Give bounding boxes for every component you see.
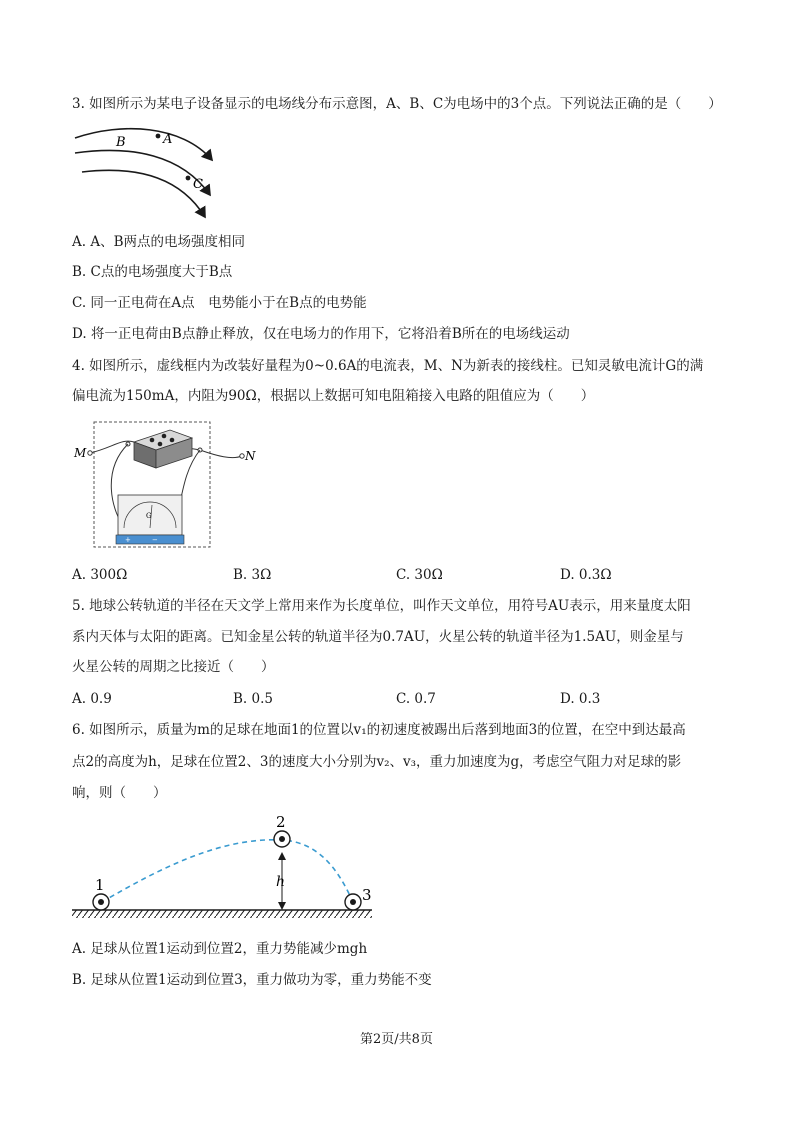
q3-option-a: A. A、B两点的电场强度相同 — [72, 234, 246, 250]
q3-option-d: D. 将一正电荷由B点静止释放，仅在电场力的作用下，它将沿着B所在的电场线运动 — [72, 326, 570, 342]
label-a: A — [163, 132, 173, 147]
q4-option-a: A. 300Ω — [72, 567, 128, 583]
q5-option-b: B. 0.5 — [233, 691, 273, 707]
page-number-footer: 第2页/共8页 — [360, 1032, 433, 1047]
q5-option-a: A. 0.9 — [72, 691, 112, 707]
q3-option-c: C. 同一正电荷在A点 电势能小于在B点的电势能 — [72, 295, 367, 311]
q4-option-c: C. 30Ω — [396, 567, 443, 583]
q3-stem: 3. 如图所示为某电子设备显示的电场线分布示意图，A、B、C为电场中的3个点。下列说法正确的是（ ） — [72, 96, 722, 112]
q4-option-d: D. 0.3Ω — [560, 567, 612, 583]
q4-stem-line2: 偏电流为150mA，内阻为90Ω，根据以上数据可知电阻箱接入电路的阻值应为（ ） — [72, 388, 595, 404]
minus-terminal: − — [152, 536, 158, 544]
q6-option-a: A. 足球从位置1运动到位置2，重力势能减少mgh — [72, 941, 368, 957]
q5-option-c: C. 0.7 — [396, 691, 436, 707]
position-3-label: 3 — [362, 886, 372, 904]
ball-position-2 — [274, 831, 290, 847]
plus-terminal: + — [125, 536, 131, 544]
q6-stem-line3: 响，则（ ） — [72, 785, 167, 801]
q5-stem-line2: 系内天体与太阳的距离。已知金星公转的轨道半径为0.7AU，火星公转的轨道半径为1.5AU，则金星与 — [72, 629, 684, 645]
q4-option-b: B. 3Ω — [233, 567, 272, 583]
ball-position-1 — [93, 894, 109, 910]
q4-ammeter-figure — [72, 420, 262, 550]
q3-field-lines-figure — [72, 120, 222, 220]
q5-option-d: D. 0.3 — [560, 691, 601, 707]
q6-trajectory-figure — [72, 812, 382, 927]
position-2-label: 2 — [276, 813, 286, 831]
height-label: h — [276, 874, 286, 890]
q6-option-b: B. 足球从位置1运动到位置3，重力做功为零，重力势能不变 — [72, 972, 432, 988]
q6-stem-line2: 点2的高度为h，足球在位置2、3的速度大小分别为v₂、v₃，重力加速度为g，考虑空气阻力对足球的影 — [72, 754, 682, 770]
meter-g-label: G — [146, 512, 152, 520]
label-n: N — [245, 449, 256, 463]
q6-stem-line1: 6. 如图所示，质量为m的足球在地面1的位置以v₁的初速度被踢出后落到地面3的位置，在空中到达最高 — [72, 722, 686, 738]
q5-stem-line3: 火星公转的周期之比接近（ ） — [72, 659, 275, 675]
position-1-label: 1 — [95, 876, 105, 894]
q3-option-b: B. C点的电场强度大于B点 — [72, 264, 233, 280]
q4-stem-line1: 4. 如图所示，虚线框内为改装好量程为0~0.6A的电流表，M、N为新表的接线柱。已知灵敏电流计G的满 — [72, 358, 704, 374]
label-b: B — [116, 135, 126, 150]
ball-position-3 — [345, 894, 361, 910]
q5-stem-line1: 5. 地球公转轨道的半径在天文学上常用来作为长度单位，叫作天文单位，用符号AU表示，用来量度太阳 — [72, 598, 691, 614]
label-c: C — [193, 177, 203, 192]
label-m: M — [74, 446, 87, 460]
